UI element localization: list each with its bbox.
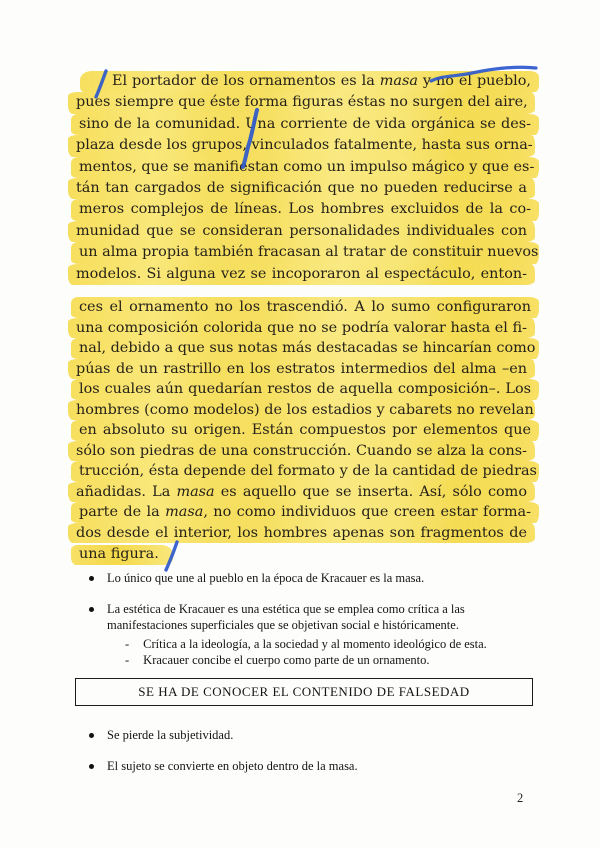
highlighted-passage-block-2 — [76, 297, 537, 565]
passage-line: púas de un rastrillo en los estratos intermedios del alma –en — [68, 359, 535, 380]
list-item: El sujeto se convierte en objeto dentro de la masa. — [107, 759, 358, 773]
list-item: Lo único que une al pueblo en la época de Kracauer es la masa. — [107, 571, 425, 585]
page-number: 2 — [517, 791, 524, 805]
list-item: Se pierde la subjetividad. — [107, 728, 234, 742]
passage-line: tán tan cargados de significación que no pueden reducirse a — [68, 178, 535, 199]
passage-line: plaza desde los grupos, vinculados fatalmente, hasta sus orna- — [68, 135, 535, 156]
bullet-dot-icon — [89, 576, 94, 581]
passage-line: meros complejos de líneas. Los hombres excluidos de la co- — [71, 199, 539, 220]
sub-list-item — [125, 636, 535, 652]
bullet-dot-icon — [89, 733, 94, 738]
passage-line: nal, debido a que sus notas más destacadas se hincarían como — [71, 338, 539, 359]
boxed-heading-label: SE HA DE CONOCER EL CONTENIDO DE FALSEDAD — [138, 684, 470, 699]
bullet-dot-icon — [89, 607, 94, 612]
passage-line: parte de la masa, no como individuos que creen estar forma- — [71, 502, 539, 523]
sub-list-item — [125, 652, 535, 668]
passage-line: dos desde el interior, los hombres apenas son fragmentos de — [68, 523, 535, 544]
passage-line: añadidas. La masa es aquello que se inserta. Así, sólo como — [68, 482, 535, 503]
passage-line: El portador de los ornamentos es la masa y no el pueblo, — [80, 71, 539, 92]
passage-line: trucción, ésta depende del formato y de la cantidad de piedras — [71, 461, 539, 482]
passage-line: en absoluto su origen. Están compuestos por elementos que — [71, 420, 539, 441]
passage-line: modelos. Si alguna vez se incoporaron al espectáculo, enton- — [68, 264, 535, 285]
passage-line: sólo son piedras de una construcción. Cuando se alza la cons- — [68, 441, 535, 462]
passage-line: una figura. — [71, 543, 530, 565]
passage-line: hombres (como modelos) de los estadios y cabarets no revelan — [68, 400, 535, 421]
bullet-dot-icon — [89, 764, 94, 769]
passage-line: ces el ornamento no los trascendió. A lo sumo configuraron — [71, 297, 539, 318]
dash-marker: - — [125, 653, 130, 667]
sub-list-item-label: Kracauer concibe el cuerpo como parte de un ornamento. — [143, 653, 430, 667]
dash-marker: - — [125, 637, 130, 651]
highlighted-passage-block-1 — [76, 71, 539, 285]
passage-line: mentos, que se manifiestan como un impulso mágico y que es- — [71, 157, 539, 178]
passage-line: una composición colorida que no se podría valorar hasta el fi- — [68, 318, 535, 339]
sub-list-item-label: Crítica a la ideología, a la sociedad y al momento ideológico de esta. — [143, 637, 487, 651]
passage-line: un alma propia también fracasan al tratar de constituir nuevos — [71, 242, 539, 263]
list-item: La estética de Kracauer es una estética que se emplea como crítica a las manifestaciones superficiales que se objetivan social e históricamente. — [107, 602, 465, 632]
passage-line: munidad que se consideran personalidades individuales con — [68, 221, 535, 242]
passage-line: sino de la comunidad. Una corriente de vida orgánica se des- — [71, 114, 539, 135]
passage-line: pues siempre que éste forma figuras éstas no surgen del aire, — [68, 92, 535, 113]
passage-line: los cuales aún quedarían restos de aquella composición–. Los — [71, 379, 539, 400]
boxed-heading — [75, 678, 533, 706]
